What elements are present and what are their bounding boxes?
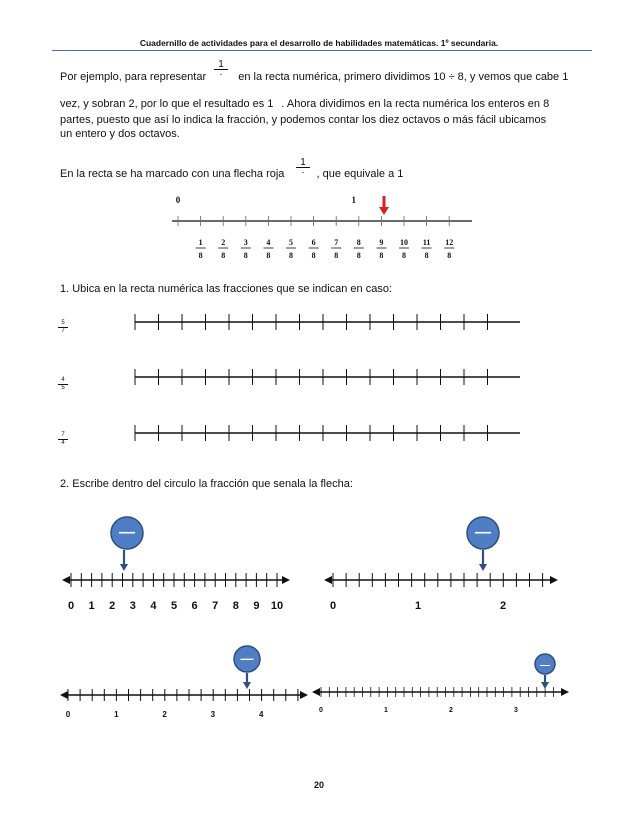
example-label-zero: 0 — [175, 195, 181, 205]
exercise2-lineC-left-head — [60, 691, 68, 699]
lineD-label: 3 — [514, 707, 518, 714]
example-numerator: 9 — [379, 238, 384, 247]
lineA-label: 2 — [109, 600, 116, 612]
example-numerator: 3 — [243, 238, 248, 247]
lineA-label: 7 — [212, 600, 219, 612]
lineC-label: 3 — [210, 710, 216, 719]
exercise2-lineD-right-head — [561, 688, 569, 696]
example-numerator: 11 — [422, 238, 431, 247]
example-denominator: 8 — [334, 251, 339, 260]
example-denominator: 8 — [311, 251, 316, 260]
lineC-label: 2 — [162, 710, 167, 719]
lineB-label: 0 — [329, 600, 337, 612]
exercise2-title: 2. Escribe dentro del circulo la fracción que senala la flecha: — [60, 478, 353, 490]
example-denominator: 8 — [266, 251, 271, 260]
lineA-label: 0 — [67, 600, 75, 612]
example-numerator: 5 — [289, 238, 293, 247]
ex1-fraction-3: $\frac{7}{4}$ — [58, 432, 68, 447]
ex1-fraction-2: $\frac{4}{5}$ — [58, 377, 68, 392]
intro-text: vez, y sobran 2, por lo que el resultado es 1 — [60, 98, 274, 110]
example-denominator: 8 — [198, 251, 203, 260]
lineC-label: 0 — [65, 710, 71, 719]
lineD-label: 2 — [449, 707, 453, 714]
example-numerator: 1 — [198, 238, 203, 247]
intro-text: Por ejemplo, para representar — [60, 71, 207, 83]
example-numerator: 2 — [221, 238, 226, 247]
circle-A-blank: — — [119, 524, 135, 541]
example-numerator: 8 — [356, 238, 361, 247]
fraction-ten-eighths: 1 · — [214, 60, 228, 79]
example-numerator: 4 — [266, 238, 271, 247]
exercise2-lineA-left-head — [62, 576, 70, 584]
red-arrow-head — [379, 207, 389, 215]
lineA-label: 8 — [232, 600, 239, 612]
lineB-label: 2 — [499, 600, 507, 612]
example-numerator: 10 — [400, 238, 408, 247]
exercise2-lineB-right-head — [550, 576, 558, 584]
lineA-label: 4 — [150, 600, 157, 612]
lineA-label: 10 — [270, 600, 284, 612]
example-denominator: 8 — [447, 251, 452, 260]
intro-line-3: partes, puesto que así lo indica la fracción, y podemos contar los diez octavos o más fácil ubicamos — [60, 114, 547, 126]
exercise1-title: 1. Ubica en la recta numérica las fracciones que se indican en caso: — [60, 283, 393, 295]
lineD-label: 1 — [384, 707, 388, 714]
exercise2-lineD-left-head — [312, 688, 320, 696]
lineA-label: 9 — [253, 600, 260, 612]
lineC-label: 1 — [114, 710, 119, 719]
example-denominator: 8 — [379, 251, 384, 260]
example-denominator: 8 — [402, 251, 406, 260]
exercise2-lineC-right-head — [300, 691, 308, 699]
lineA-label: 1 — [88, 600, 95, 612]
blue-arrow-C-head — [243, 682, 251, 689]
ex1-fraction-1: $\frac{5}{7}$ — [58, 320, 68, 335]
lineC-label: 4 — [258, 710, 264, 719]
example-denominator: 8 — [356, 251, 361, 260]
exercise2-lineA-right-head — [282, 576, 290, 584]
page-header: Cuadernillo de actividades para el desarrollo de habilidades matemáticas. 1º secundaria. — [139, 38, 499, 48]
example-denominator: 8 — [289, 251, 293, 260]
lineD-label: 0 — [319, 707, 323, 714]
circle-D-blank: — — [540, 660, 550, 671]
example-denominator: 8 — [221, 251, 226, 260]
example-label-one: 1 — [351, 195, 357, 205]
fraction-ten-eighths-2: 1 · — [296, 158, 310, 177]
blue-arrow-D-head — [541, 682, 549, 689]
page-number: 20 — [313, 780, 324, 790]
lineA-label: 6 — [191, 600, 198, 612]
exercise2-lineB-left-head — [324, 576, 332, 584]
circle-C-blank: — — [240, 651, 254, 666]
lineA-label: 5 — [170, 600, 178, 612]
circle-B-blank: — — [475, 524, 491, 541]
lineA-label: 3 — [129, 600, 136, 612]
example-denominator: 8 — [243, 251, 248, 260]
example-numerator: 6 — [311, 238, 316, 247]
blue-arrow-A-head — [120, 564, 128, 571]
intro-text: En la recta se ha marcado con una flecha roja — [60, 168, 285, 180]
example-numerator: 7 — [334, 238, 339, 247]
intro-text: en la recta numérica, primero dividimos 10 ÷ 8, y vemos que cabe 1 — [238, 71, 569, 83]
intro-line-4: un entero y dos octavos. — [60, 128, 180, 140]
intro-text: , que equivale a 1 — [316, 168, 404, 180]
intro-text: . Ahora dividimos en la recta numérica los enteros en 8 — [281, 98, 550, 110]
example-denominator: 8 — [424, 251, 429, 260]
lineB-label: 1 — [414, 600, 422, 612]
example-numerator: 12 — [445, 238, 454, 247]
blue-arrow-B-head — [479, 564, 487, 571]
